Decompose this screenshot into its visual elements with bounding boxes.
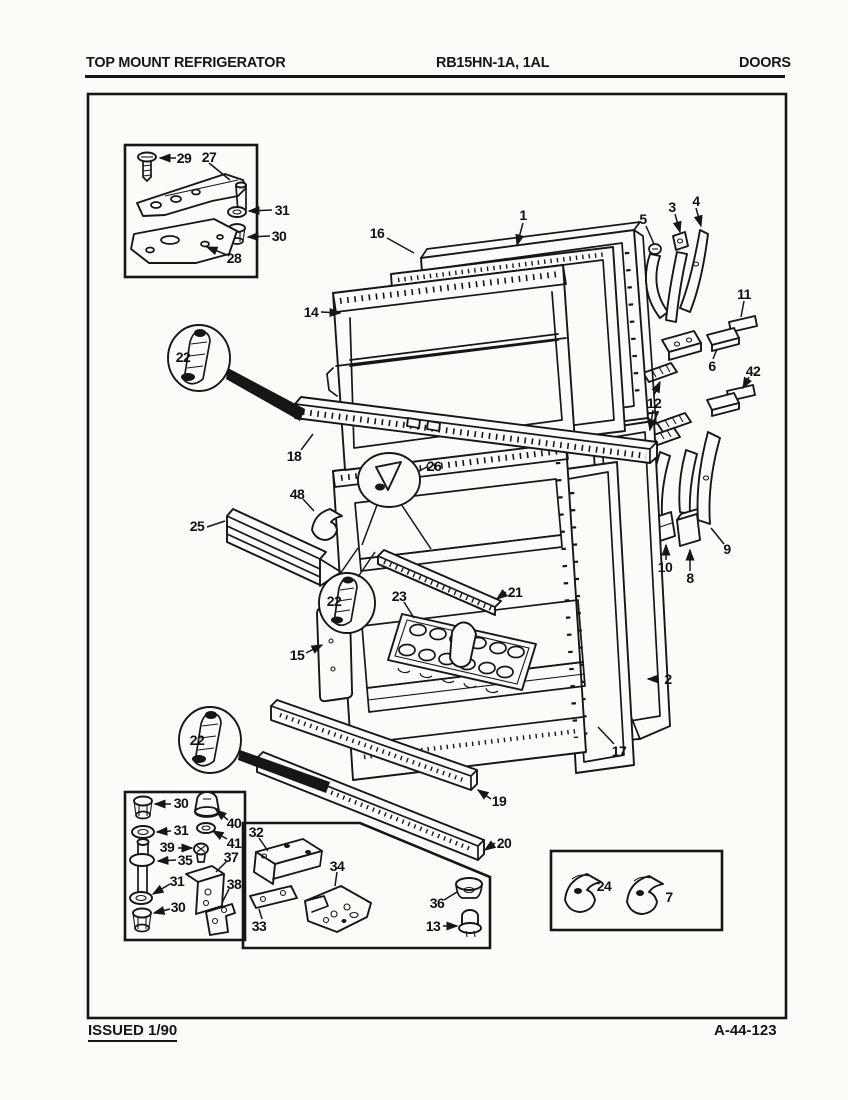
callout-40-33: 40	[226, 815, 242, 831]
callout-14-11: 14	[303, 304, 319, 320]
callout-24-47: 24	[596, 878, 612, 894]
callout-29-0: 29	[176, 150, 192, 166]
callout-3-8: 3	[668, 199, 676, 215]
callout-16-5: 16	[369, 225, 385, 241]
callout-42-13: 42	[745, 363, 761, 379]
callout-32-42: 32	[248, 824, 264, 840]
callout-17-28: 17	[611, 743, 627, 759]
callout-26-17: 26	[426, 458, 442, 474]
callout-22-29: 22	[189, 732, 205, 748]
page-number: A-44-123	[714, 1022, 777, 1039]
callout-35-37: 35	[177, 852, 193, 868]
callout-20-31: 20	[496, 835, 512, 851]
callout-11-10: 11	[737, 286, 751, 302]
callout-30-32: 30	[173, 795, 189, 811]
callout-37-38: 37	[223, 849, 239, 865]
callout-8-21: 8	[686, 570, 694, 586]
callout-34-43: 34	[329, 858, 345, 874]
callout-23-24: 23	[391, 588, 407, 604]
callout-18-16: 18	[286, 448, 302, 464]
callout-22-23: 22	[326, 593, 342, 609]
model-number: RB15HN-1A, 1AL	[436, 54, 550, 71]
callout-5-7: 5	[639, 211, 647, 227]
callout-48-18: 48	[289, 486, 305, 502]
callout-19-30: 19	[491, 793, 507, 809]
page-title: TOP MOUNT REFRIGERATOR	[86, 54, 286, 71]
callout-30-41: 30	[170, 899, 186, 915]
callout-31-34: 31	[173, 822, 189, 838]
callout-7-48: 7	[665, 889, 673, 905]
callout-25-19: 25	[189, 518, 205, 534]
callout-39-36: 39	[159, 839, 175, 855]
issued-date: ISSUED 1/90	[88, 1022, 177, 1039]
callout-22-15: 22	[175, 349, 191, 365]
callout-6-12: 6	[708, 358, 716, 374]
callout-27-1: 27	[201, 149, 217, 165]
section-title: DOORS	[739, 54, 791, 71]
callout-9-22: 9	[723, 541, 731, 557]
callout-1-6: 1	[519, 207, 527, 223]
callout-30-3: 30	[271, 228, 287, 244]
callout-10-20: 10	[657, 559, 673, 575]
callout-33-44: 33	[251, 918, 267, 934]
callout-15-26: 15	[289, 647, 305, 663]
callout-21-25: 21	[507, 584, 523, 600]
callout-36-45: 36	[429, 895, 445, 911]
callout-38-40: 38	[226, 876, 242, 892]
callout-12-14: 12	[646, 395, 662, 411]
callout-41-35: 41	[226, 835, 242, 851]
callout-31-39: 31	[169, 873, 185, 889]
callout-31-2: 31	[274, 202, 290, 218]
callout-28-4: 28	[226, 250, 242, 266]
callout-2-27: 2	[664, 671, 672, 687]
callout-4-9: 4	[692, 193, 700, 209]
callout-13-46: 13	[425, 918, 441, 934]
